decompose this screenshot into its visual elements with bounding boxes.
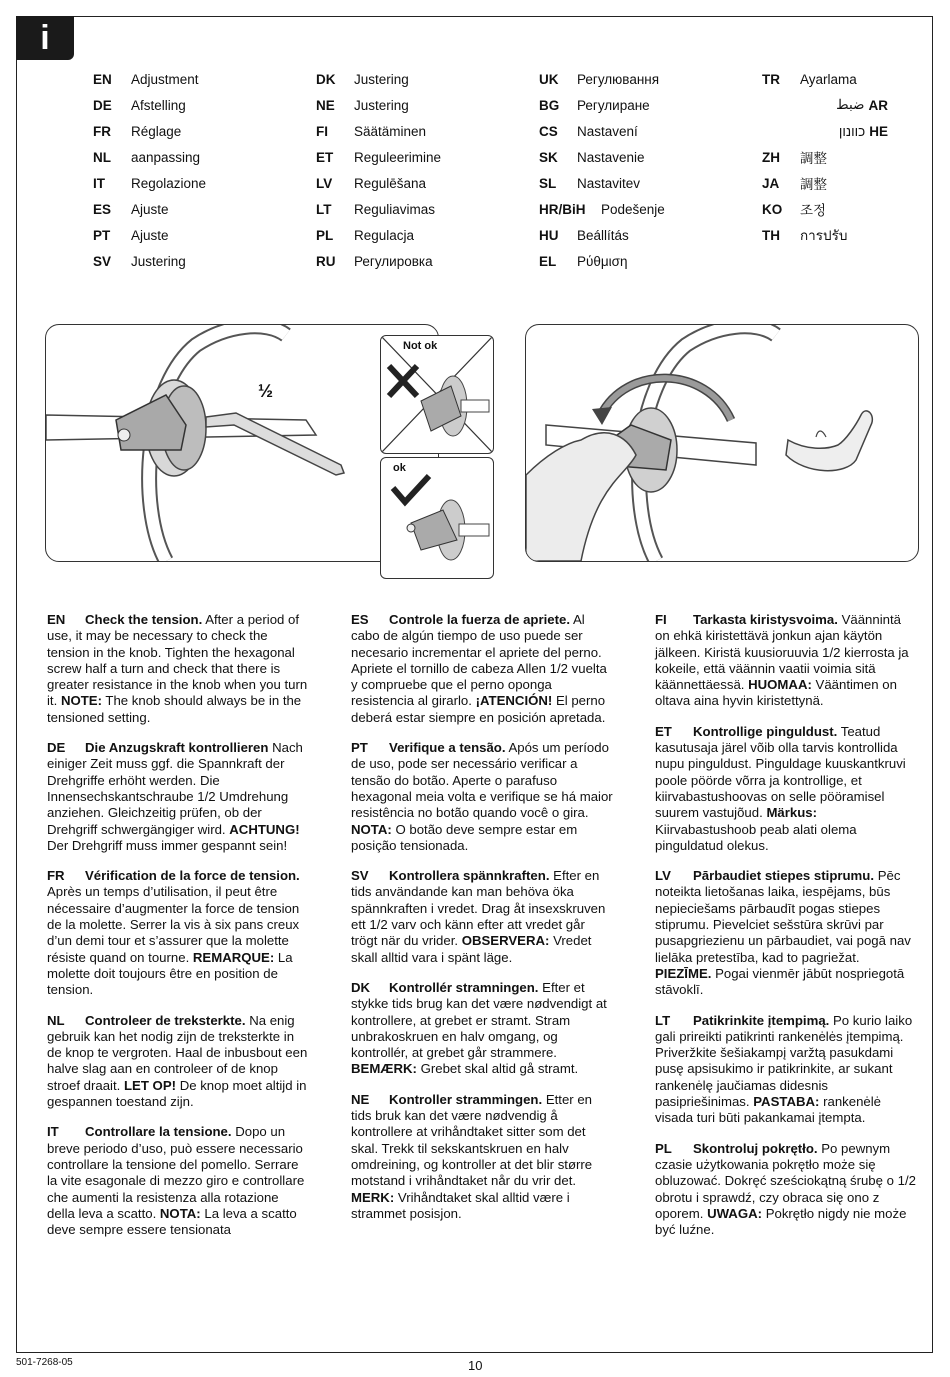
section-body: Väännintä on ehkä kiristettävä jonkun ajan käytön jälkeen. Kiristä kuusioruuvia 1/2 kierrosta ja kokeile, että väännin vaatii voimia sitä käännettäessä. [655,612,909,693]
section-note: La leva a scatto deve sempre essere tensionata [47,1205,297,1238]
section-body: Teatud kasutusaja järel võib olla tarvis kontrollida nupu pinguldust. Pinguldage kuuskantkruvi poole pöörde võrra ja kontrollige, et kiirvabastushoovas on selle pööramisel suurem vastujõud. [655,723,906,821]
language-label: Beállítás [577,227,629,243]
language-code: UK [539,71,559,87]
section-note-label: ¡ATENCIÓN! [475,693,553,709]
language-row-uk [539,66,665,92]
language-row-hr-bih [539,196,665,222]
language-label: Säätäminen [354,123,427,139]
section-language-code: NL [47,1012,65,1028]
section-heading: Verifique a tensão. [389,740,506,756]
illustration-turn-knob [525,324,919,562]
instruction-et [655,724,917,854]
language-code: ET [316,149,334,165]
language-label: Nastavitev [577,175,641,191]
language-label: 조정 [800,203,827,218]
language-code: ZH [762,149,780,165]
language-label: Regulacja [354,227,415,243]
section-language-code: LV [655,868,671,884]
section-language-code: FI [655,612,667,627]
language-code: ES [93,201,112,217]
section-heading: Pārbaudiet stiepes stiprumu. [693,868,875,884]
language-row-es [93,196,206,222]
language-code: JA [762,175,780,191]
language-column-3 [539,66,665,274]
section-note: Pokrętło nigdy nie może być luźne. [655,1205,907,1238]
language-code: KO [762,201,783,217]
section-note-label: HUOMAA: [748,677,812,693]
language-row-lt [316,196,441,222]
section-language-code: IT [47,1124,59,1140]
language-label: aanpassing [131,149,201,165]
section-heading: Patikrinkite įtempimą. [693,1012,830,1028]
language-label: Ρύθμιση [577,253,628,269]
language-code: HR/BiH [539,201,586,217]
section-note: Kiirvabastushoob peab alati olema pinguldatud olekus. [655,821,857,853]
instruction-es [351,612,613,726]
instruction-en [47,612,309,726]
language-label: Ajuste [131,227,169,243]
language-code: TH [762,227,780,243]
language-label: ضبط [836,97,865,112]
section-body: Pēc noteikta lietošanas laika, iespējams, būs nepieciešams pārbaudīt pogas stiepes stiprumu. Pievelciet sešstūra skrūvi par pusapgriezienu un pārbaudiet, vai pogā nav lielāka pretestība, kad to pagriežat. [655,868,911,965]
section-heading: Tarkasta kiristysvoima. [693,612,838,627]
section-note-label: Märkus: [766,805,818,821]
section-body: Po kurio laiko gali prireikti patikrinti rankenėlės įtempimą. Priveržkite šešiakampį varžtą pasukdami pusę apsisukimo ir patikrinkite, ar sukant rankenėlę jaučiamas didesnis pasipriešinimas. [655,1012,913,1110]
language-code: TR [762,71,780,87]
language-code: EL [539,253,557,269]
instruction-pl [655,1141,917,1239]
section-body: Após um período de uso, pode ser necessário verificar a tensão do botão. Aperte o parafuso hexagonal meia volta e verifique se há maior resistência no botão quando você o gira. [351,740,613,821]
language-label: Adjustment [131,71,199,87]
language-code: DK [316,71,336,87]
section-heading: Kontrollera spännkraften. [389,868,550,884]
language-code: SL [539,175,557,191]
instructions-column-3 [655,612,917,1252]
section-note: Vrihåndtaket skal alltid være i strammet posisjon. [351,1189,570,1221]
not-ok-label: Not ok [403,340,438,352]
language-row-tr [762,66,888,92]
language-label: Регулиране [577,97,650,113]
language-row-de [93,92,206,118]
language-code: PT [93,227,111,243]
section-note: Vääntimen on oltava aina hyvin kiristettynä. [655,677,897,709]
section-note-label: PASTABA: [753,1094,820,1110]
language-code: RU [316,253,336,269]
language-code: SV [93,253,112,269]
section-note: La molette doit toujours être en position de tension. [47,949,293,998]
section-body: Al cabo de algún tiempo de uso puede ser necesario incrementar el apriete del perno. Apriete el tornillo de cabeza Allen 1/2 vuelta y compruebe que el perno oponga resistencia al girarlo. [351,612,607,709]
language-code: IT [93,175,105,191]
section-language-code: LT [655,1012,671,1028]
section-heading: Vérification de la force de tension. [85,868,300,884]
language-label: Ayarlama [800,71,857,87]
section-heading: Check the tension. [85,612,203,627]
instruction-fr [47,868,309,998]
not-ok-panel [380,335,494,454]
section-heading: Die Anzugskraft kontrollieren [85,740,269,756]
language-label: Регулировка [354,253,433,269]
section-body: After a period of use, it may be necessary to check the tension in the knob. Tighten the hexagonal screw half a turn and check that there is greater resistance in the knob when you turn it. [47,612,308,709]
section-language-code: SV [351,868,369,884]
section-language-code: ES [351,612,369,627]
document-code: 501-7268-05 [16,1357,73,1368]
half-turn-label: ½ [258,381,274,401]
language-code: LT [316,201,332,217]
language-code: AR [868,97,888,113]
section-heading: Kontroller strammingen. [389,1091,543,1107]
section-note: The knob should always be in the tensioned setting. [47,693,302,725]
section-language-code: DE [47,740,66,756]
section-language-code: PT [351,740,368,756]
language-row-sl [539,170,665,196]
language-row-ne [316,92,441,118]
language-label: Reguleerimine [354,149,442,165]
section-note: O botão deve sempre estar em posição tensionada. [351,821,578,853]
section-body: Efter en tids användande kan man behöva öka spännkraften i vredet. Drag åt insexskruven ett 1/2 varv och känn efter att vredet går trögt när du vrider. [351,868,606,949]
language-label: 調整 [800,177,827,192]
language-column-4 [762,66,888,248]
language-label: Reguliavimas [354,201,436,217]
instructions-column-2 [351,612,613,1236]
instruction-nl [47,1013,309,1111]
language-label: Afstelling [131,97,186,113]
language-label: Justering [354,97,409,113]
language-row-cs [539,118,665,144]
section-language-code: NE [351,1091,370,1107]
section-body: Nach einiger Zeit muss ggf. die Spannkraft der Drehgriffe erhöht werden. Die Innensechskantschraube 1/2 Umdrehung anziehen. Gleichzeitig prüfen, ob der Drehgriff schwergängiger wird. [47,740,303,837]
section-language-code: DK [351,979,371,995]
section-heading: Controle la fuerza de apriete. [389,612,571,627]
section-note: Grebet skal altid gå stramt. [420,1061,579,1077]
section-heading: Kontrollige pinguldust. [693,723,838,739]
instruction-it [47,1124,309,1238]
language-row-th [762,222,888,248]
language-row-pl [316,222,441,248]
instruction-de [47,740,309,854]
instruction-fi [655,612,917,710]
section-heading: Skontroluj pokrętło. [693,1140,818,1156]
section-body: Dopo un breve periodo d’uso, può essere necessario controllare la tensione del pomello. Serrare la vite esagonale di mezzo giro e controllare che aumenti la resistenza alla rotazione della leva a scatto. [47,1124,305,1221]
language-code: NE [316,97,335,113]
section-body: Efter et stykke tids brug kan det være nødvendigt at kontrollere, at grebet er stramt. Stram unbrakoskruen en halv omgang, og kontrollér, at grebet går strammere. [351,979,607,1061]
instruction-dk [351,980,613,1078]
section-note: rankenėlė visada turi būti pakankamai įtempta. [655,1094,882,1126]
section-body: Après un temps d’utilisation, il peut être nécessaire d’augmenter la force de tension de la molette. Serrer la vis à six pans creux d’un demi tour et s’assurer que la molette résiste quand on tourne. [47,884,300,965]
language-label: Justering [354,71,409,87]
ok-label: ok [393,462,406,474]
language-row-hu [539,222,665,248]
section-heading: Controllare la tensione. [85,1124,232,1140]
language-label: Nastavenie [577,149,645,165]
section-language-code: EN [47,612,66,627]
page-number: 10 [468,1358,483,1373]
language-row-fr [93,118,206,144]
instruction-sv [351,868,613,966]
section-language-code: ET [655,723,672,739]
ok-panel [380,457,494,579]
language-column-2 [316,66,441,274]
language-label: Regulēšana [354,175,427,191]
language-code: HE [869,123,888,139]
language-label: Podešenje [601,201,665,217]
language-row-it [93,170,206,196]
language-row-zh [762,144,888,170]
language-row-ar [762,92,888,118]
section-note-label: MERK: [351,1189,395,1205]
section-note: De knop moet altijd in gespannen toestand zijn. [47,1077,307,1110]
section-language-code: FR [47,868,65,884]
language-label: Nastavení [577,123,638,139]
language-label: כוונון [838,123,866,139]
language-label: Регулювання [577,71,660,87]
language-row-ja [762,170,888,196]
language-code: FR [93,123,111,139]
language-row-ko [762,196,888,222]
language-row-lv [316,170,441,196]
section-note-label: UWAGA: [707,1205,763,1221]
language-code: BG [539,97,560,113]
instructions-column-1 [47,612,309,1252]
language-row-dk [316,66,441,92]
language-row-et [316,144,441,170]
section-note: Pogai vienmēr jābūt nospriegotā stāvoklī. [655,965,905,998]
section-note: El perno deberá estar siempre en posición apretada. [351,693,606,725]
language-column-1 [93,66,206,274]
section-note: Der Drehgriff muss immer gespannt sein! [47,837,288,853]
section-note-label: BEMÆRK: [351,1061,417,1077]
language-row-sk [539,144,665,170]
section-heading: Kontrollér stramningen. [389,979,539,995]
language-label: การปรับ [800,228,848,243]
section-note-label: NOTA: [351,821,392,837]
language-row-sv [93,248,206,274]
language-label: Regolazione [131,175,207,191]
language-code: DE [93,97,112,113]
instruction-ne [351,1092,613,1222]
language-row-ru [316,248,441,274]
language-code: HU [539,227,559,243]
language-label: Réglage [131,123,182,139]
language-code: PL [316,227,334,243]
language-row-nl [93,144,206,170]
language-row-he [762,118,888,144]
section-note-label: PIEZĪME. [655,965,712,981]
language-label: Justering [131,253,186,269]
language-code: CS [539,123,558,139]
language-label: 調整 [800,151,827,166]
language-code: NL [93,149,111,165]
instruction-lt [655,1013,917,1127]
instruction-pt [351,740,613,854]
section-note-label: NOTA: [159,1205,201,1221]
language-row-pt [93,222,206,248]
language-label: Ajuste [131,201,169,217]
section-heading: Controleer de treksterkte. [85,1012,246,1028]
section-note-label: REMARQUE: [192,949,275,965]
instruction-lv [655,868,917,998]
section-language-code: PL [655,1140,672,1156]
hand-turning-knob-drawing [526,325,918,561]
language-code: EN [93,71,112,87]
language-row-en [93,66,206,92]
section-body: Po pewnym czasie użytkowania pokrętło może się obluzować. Dokręć sześciokątną śrubę o 1/2 obrotu i sprawdź, czy obraca się ono z oporem. [655,1140,916,1221]
section-note-label: ACHTUNG! [229,821,300,837]
section-body: Na enig gebruik kan het nodig zijn de treksterkte in de knop te vergroten. Haal de inbusbout een halve slag aan en controleer of de knop stroef draait. [47,1012,308,1093]
info-icon: i [16,16,74,60]
section-note-label: NOTE: [60,693,102,709]
language-code: LV [316,175,333,191]
section-note-label: LET OP! [123,1077,177,1093]
ok-drawing [381,458,493,578]
not-ok-drawing [381,336,493,453]
language-row-el [539,248,665,274]
language-row-bg [539,92,665,118]
language-code: FI [316,123,328,139]
language-row-fi [316,118,441,144]
section-note: Vredet skall alltid vara i spänt läge. [351,933,592,965]
section-note-label: OBSERVERA: [461,933,550,949]
section-body: Etter en tids bruk kan det være nødvendig å kontrollere at vrihåndtaket sitter som det skal. Trekk til sekskantskruen en halv omdreining, og kontroller at det blir større motstand i vrihåndtaket når du vrir det. [351,1091,593,1189]
language-code: SK [539,149,558,165]
